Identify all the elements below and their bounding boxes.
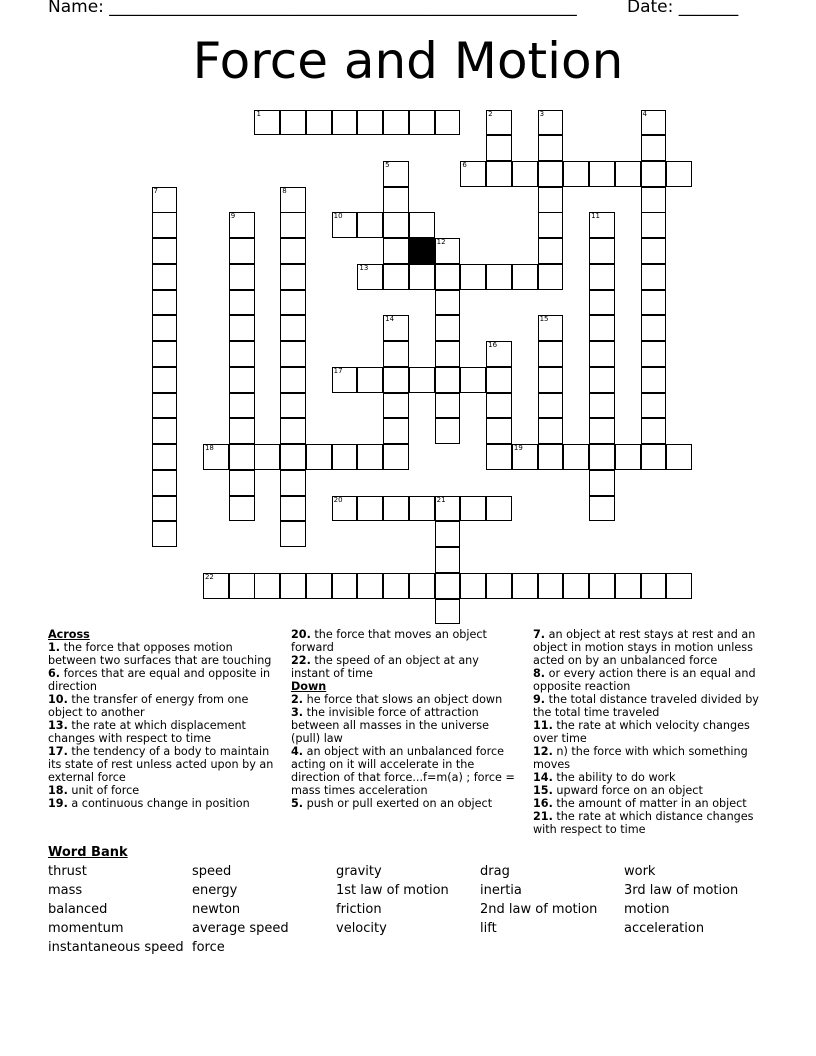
clue-down-5: 5. push or pull exerted on an object [291,797,493,810]
grid-cell[interactable] [435,418,461,444]
grid-cell[interactable] [357,264,383,290]
grid-cell[interactable] [435,496,461,522]
grid-cell[interactable] [589,161,615,187]
grid-cell[interactable] [383,238,409,264]
grid-cell[interactable] [280,315,306,341]
clue-number: 4 [642,109,648,118]
clue-down-16: 16. the amount of matter in an object [533,797,747,810]
black-square [409,238,435,264]
grid-cell[interactable] [254,573,280,599]
grid-cell[interactable] [280,521,306,547]
grid-cell[interactable] [641,161,667,187]
grid-cell[interactable] [383,315,409,341]
grid-cell[interactable] [538,135,564,161]
clue-number: 10 [333,212,343,221]
grid-cell[interactable] [512,264,538,290]
word-bank-heading: Word Bank [48,845,128,860]
clue-across-6: 6. forces that are equal and opposite in direction [48,667,271,693]
grid-cell[interactable] [409,573,435,599]
grid-cell[interactable] [460,161,486,187]
clue-number: 2 [488,109,493,118]
word-bank-item: average speed [192,921,289,936]
grid-cell[interactable] [641,238,667,264]
grid-cell[interactable] [666,444,692,470]
grid-cell[interactable] [435,547,461,573]
clue-across-22: 22. the speed of an object at any instant of time [291,654,479,680]
clues-column-3 [533,628,761,836]
grid-cell[interactable] [152,418,178,444]
grid-cell[interactable] [383,496,409,522]
grid-cell[interactable] [641,135,667,161]
clue-down-9: 9. the total distance traveled divided by the total time traveled [533,693,759,719]
grid-cell[interactable] [306,110,332,136]
grid-cell[interactable] [512,444,538,470]
word-bank-item: balanced [48,902,108,917]
grid-cell[interactable] [229,264,255,290]
grid-cell[interactable] [280,393,306,419]
grid-cell[interactable] [306,444,332,470]
grid-cell[interactable] [152,264,178,290]
word-bank-item: energy [192,883,238,898]
grid-cell[interactable] [538,238,564,264]
grid-cell[interactable] [589,341,615,367]
clue-number: 5 [385,160,390,169]
clues-column-1 [48,628,280,810]
grid-cell[interactable] [203,444,229,470]
grid-cell[interactable] [152,187,178,213]
grid-cell[interactable] [435,341,461,367]
grid-cell[interactable] [254,110,280,136]
grid-cell[interactable] [486,341,512,367]
clue-across-1: 1. the force that opposes motion between two surfaces that are touching [48,641,272,667]
clues-column-2 [291,628,521,810]
grid-cell[interactable] [641,110,667,136]
clue-number: 15 [539,315,549,324]
clue-across-17: 17. the tendency of a body to maintain its state of rest unless acted upon by an external force [48,745,274,784]
grid-cell[interactable] [332,212,358,238]
grid-cell[interactable] [589,444,615,470]
word-bank-item: inertia [480,883,522,898]
grid-cell[interactable] [254,444,280,470]
grid-cell[interactable] [538,187,564,213]
clue-number: 12 [436,238,446,247]
grid-cell[interactable] [538,444,564,470]
grid-cell[interactable] [229,418,255,444]
grid-cell[interactable] [357,573,383,599]
grid-cell[interactable] [538,212,564,238]
grid-cell[interactable] [641,573,667,599]
grid-cell[interactable] [409,367,435,393]
grid-cell[interactable] [229,290,255,316]
grid-cell[interactable] [203,573,229,599]
grid-cell[interactable] [229,444,255,470]
grid-cell[interactable] [409,264,435,290]
grid-cell[interactable] [229,315,255,341]
grid-cell[interactable] [641,393,667,419]
word-bank-item: newton [192,902,241,917]
clue-down-11: 11. the rate at which velocity changes over time [533,719,750,745]
clue-down-3: 3. the invisible force of attraction between all masses in the universe (pull) law [291,706,490,745]
clue-down-2: 2. he force that slows an object down [291,693,503,706]
word-bank-item: motion [624,902,670,917]
grid-cell[interactable] [538,110,564,136]
grid-cell[interactable] [435,367,461,393]
grid-cell[interactable] [486,264,512,290]
grid-cell[interactable] [357,367,383,393]
clue-number: 18 [204,444,214,453]
grid-cell[interactable] [383,212,409,238]
grid-cell[interactable] [229,496,255,522]
clue-down-4: 4. an object with an unbalanced force acting on it will accelerate in the direction of that force...f=m(a) ; force = mass times acceleration [291,745,515,797]
grid-cell[interactable] [435,599,461,625]
clue-down-14: 14. the ability to do work [533,771,676,784]
grid-cell[interactable] [152,290,178,316]
grid-cell[interactable] [435,315,461,341]
grid-cell[interactable] [229,341,255,367]
grid-cell[interactable] [589,264,615,290]
grid-cell[interactable] [641,187,667,213]
grid-cell[interactable] [486,393,512,419]
grid-cell[interactable] [460,496,486,522]
name-field[interactable]: Name: _______________________________________________________ [48,0,577,17]
grid-cell[interactable] [280,187,306,213]
grid-cell[interactable] [512,573,538,599]
grid-cell[interactable] [486,367,512,393]
grid-cell[interactable] [152,521,178,547]
grid-cell[interactable] [280,341,306,367]
grid-cell[interactable] [383,110,409,136]
date-field[interactable]: Date: _______ [627,0,739,17]
word-bank-item: gravity [336,864,382,879]
grid-cell[interactable] [589,238,615,264]
clue-down-21: 21. the rate at which distance changes with respect to time [533,810,754,836]
grid-cell[interactable] [357,444,383,470]
clue-down-7: 7. an object at rest stays at rest and an object in motion stays in motion unless acted on by an unbalanced force [533,628,756,667]
grid-cell[interactable] [409,110,435,136]
grid-cell[interactable] [486,110,512,136]
clue-number: 3 [539,109,545,118]
grid-cell[interactable] [641,264,667,290]
grid-cell[interactable] [589,470,615,496]
grid-cell[interactable] [666,161,692,187]
grid-cell[interactable] [641,341,667,367]
grid-cell[interactable] [538,573,564,599]
grid-cell[interactable] [538,393,564,419]
grid-cell[interactable] [357,496,383,522]
grid-cell[interactable] [435,290,461,316]
grid-cell[interactable] [383,187,409,213]
grid-cell[interactable] [589,418,615,444]
grid-cell[interactable] [512,161,538,187]
word-bank [48,862,768,957]
word-bank-item: momentum [48,921,124,936]
grid-cell[interactable] [538,264,564,290]
grid-cell[interactable] [229,393,255,419]
grid-cell[interactable] [460,573,486,599]
grid-cell[interactable] [152,470,178,496]
grid-cell[interactable] [229,367,255,393]
grid-cell[interactable] [280,418,306,444]
grid-cell[interactable] [280,238,306,264]
grid-cell[interactable] [641,212,667,238]
down-heading: Down [291,680,327,693]
grid-cell[interactable] [152,212,178,238]
grid-cell[interactable] [229,573,255,599]
grid-cell[interactable] [280,367,306,393]
word-bank-item: velocity [336,921,387,936]
word-bank-item: drag [480,864,510,879]
grid-cell[interactable] [641,367,667,393]
grid-cell[interactable] [332,444,358,470]
grid-cell[interactable] [641,290,667,316]
grid-cell[interactable] [229,470,255,496]
clue-number: 21 [436,495,446,504]
word-bank-item: acceleration [624,921,705,936]
grid-cell[interactable] [589,212,615,238]
grid-cell[interactable] [383,444,409,470]
grid-cell[interactable] [152,341,178,367]
grid-cell[interactable] [435,110,461,136]
grid-cell[interactable] [332,110,358,136]
clue-number: 8 [282,186,287,195]
grid-cell[interactable] [538,161,564,187]
grid-cell[interactable] [383,573,409,599]
grid-cell[interactable] [280,573,306,599]
word-bank-item: mass [48,883,83,898]
grid-cell[interactable] [280,264,306,290]
grid-cell[interactable] [332,496,358,522]
grid-cell[interactable] [589,393,615,419]
grid-cell[interactable] [383,264,409,290]
word-bank-item: lift [480,921,497,936]
grid-cell[interactable] [152,444,178,470]
clue-number: 16 [488,341,498,350]
grid-cell[interactable] [383,418,409,444]
clue-number: 14 [385,315,395,324]
clue-number: 6 [462,160,467,169]
word-bank-item: speed [192,864,232,879]
grid-cell[interactable] [641,444,667,470]
grid-cell[interactable] [280,496,306,522]
grid-cell[interactable] [538,315,564,341]
grid-cell[interactable] [152,315,178,341]
word-bank-item: friction [336,902,382,917]
word-bank-item: 3rd law of motion [624,883,739,898]
grid-cell[interactable] [435,238,461,264]
clue-number: 1 [256,109,261,118]
grid-cell[interactable] [280,444,306,470]
clue-number: 19 [513,444,523,453]
grid-cell[interactable] [409,496,435,522]
grid-cell[interactable] [306,573,332,599]
grid-cell[interactable] [486,444,512,470]
grid-cell[interactable] [589,496,615,522]
clue-number: 7 [153,186,158,195]
grid-cell[interactable] [589,290,615,316]
grid-cell[interactable] [666,573,692,599]
clue-number: 13 [359,263,369,272]
grid-cell[interactable] [563,573,589,599]
word-bank-item: force [192,940,225,955]
grid-cell[interactable] [486,135,512,161]
grid-cell[interactable] [229,212,255,238]
grid-cell[interactable] [641,315,667,341]
grid-cell[interactable] [435,521,461,547]
grid-cell[interactable] [538,341,564,367]
grid-cell[interactable] [486,496,512,522]
grid-cell[interactable] [460,264,486,290]
grid-cell[interactable] [435,393,461,419]
grid-cell[interactable] [152,393,178,419]
grid-cell[interactable] [152,367,178,393]
grid-cell[interactable] [280,290,306,316]
clue-number: 11 [591,212,600,221]
page-title: Force and Motion [192,32,624,90]
grid-cell[interactable] [409,212,435,238]
grid-cell[interactable] [615,444,641,470]
clue-across-10: 10. the transfer of energy from one object to another [48,693,249,719]
clue-across-19: 19. a continuous change in position [48,797,250,810]
grid-cell[interactable] [589,315,615,341]
clue-down-8: 8. or every action there is an equal and opposite reaction [533,667,756,693]
grid-cell[interactable] [615,573,641,599]
word-bank-item: 2nd law of motion [480,902,598,917]
grid-cell[interactable] [152,496,178,522]
grid-cell[interactable] [383,341,409,367]
clue-down-15: 15. upward force on an object [533,784,703,797]
word-bank-item: 1st law of motion [336,883,449,898]
grid-cell[interactable] [383,393,409,419]
grid-cell[interactable] [332,573,358,599]
grid-cell[interactable] [332,367,358,393]
word-bank-item: instantaneous speed [48,940,184,955]
clue-across-18: 18. unit of force [48,784,140,797]
clue-down-12: 12. n) the force with which something moves [533,745,748,771]
grid-cell[interactable] [280,470,306,496]
grid-cell[interactable] [538,418,564,444]
grid-cell[interactable] [486,161,512,187]
grid-cell[interactable] [435,264,461,290]
grid-cell[interactable] [615,161,641,187]
grid-cell[interactable] [383,161,409,187]
grid-cell[interactable] [486,418,512,444]
clue-across-13: 13. the rate at which displacement changes with respect to time [48,719,246,745]
grid-cell[interactable] [357,110,383,136]
clue-across-20: 20. the force that moves an object forward [291,628,487,654]
word-bank-item: thrust [48,864,87,879]
grid-cell[interactable] [357,212,383,238]
across-heading: Across [48,628,90,641]
grid-cell[interactable] [486,573,512,599]
grid-cell[interactable] [460,367,486,393]
clue-number: 9 [230,212,236,221]
grid-cell[interactable] [280,212,306,238]
grid-cell[interactable] [589,367,615,393]
word-bank-item: work [624,864,656,879]
grid-cell[interactable] [563,161,589,187]
clue-number: 22 [204,572,214,581]
grid-cell[interactable] [435,573,461,599]
grid-cell[interactable] [280,110,306,136]
clue-number: 17 [333,366,343,375]
grid-cell[interactable] [538,367,564,393]
grid-cell[interactable] [229,238,255,264]
grid-cell[interactable] [383,367,409,393]
grid-cell[interactable] [563,444,589,470]
grid-cell[interactable] [152,238,178,264]
grid-cell[interactable] [589,573,615,599]
clue-number: 20 [333,495,343,504]
grid-cell[interactable] [641,418,667,444]
